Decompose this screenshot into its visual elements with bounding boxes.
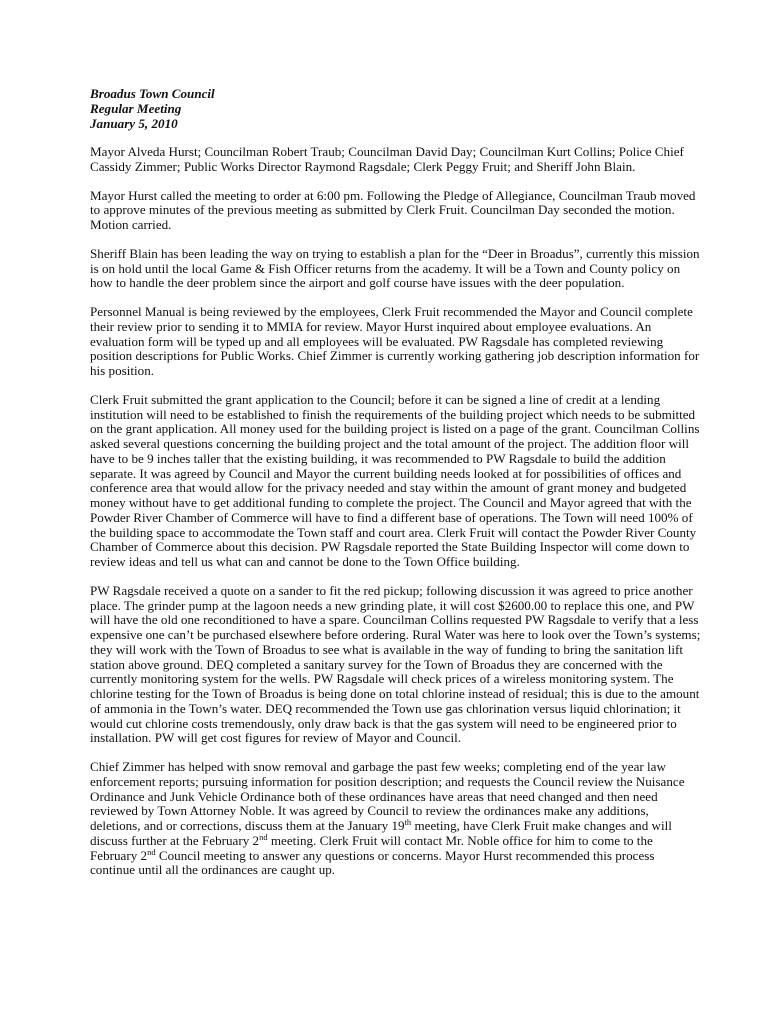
deer-plan-paragraph: Sheriff Blain has been leading the way on trying to establish a plan for the “Deer in Broadus”, currently this mission is on hold until the local Game & Fish Officer returns from the academy. It will be a Town and County policy on how to handle the deer problem since the airport and golf course have issues with the deer population. — [90, 245, 700, 291]
ordinal-suffix: nd — [259, 831, 268, 842]
ordinal-suffix: th — [404, 817, 412, 827]
police-chief-paragraph — [90, 760, 702, 878]
meeting-date: January 5, 2010 — [90, 116, 178, 131]
chief-text-part1: Chief Zimmer has helped with snow removal and garbage the past few weeks; completing end of the year law enforcement reports; pursuing information for position description; and requests the Council review the Nuisance Ordinance and Junk Vehicle Ordinance both of these ordinances have areas that need changed and then need reviewed by Town Attorney Noble. It was agreed by Council to review the ordinances make any additions, deletions, and or corrections, discuss them at the January 19 — [90, 759, 685, 833]
meeting-type: Regular Meeting — [90, 101, 182, 116]
council-name: Broadus Town Council — [90, 86, 215, 101]
ordinal-suffix: nd — [147, 846, 156, 857]
chief-text-part2: meeting, have Clerk Fruit make changes and will discuss further at the February 2 — [90, 818, 672, 848]
document-page — [90, 86, 702, 892]
chief-text-part4: Council meeting to answer any questions or concerns. Mayor Hurst recommended this process continue until all the ordinances are caught up. — [90, 847, 655, 878]
chief-text-part3: meeting. Clerk Fruit will contact Mr. Noble office for him to come to the February 2 — [90, 832, 653, 863]
attendees-paragraph: Mayor Alveda Hurst; Councilman Robert Traub; Councilman David Day; Councilman Kurt Collins; Police Chief Cassidy Zimmer; Public Works Director Raymond Ragsdale; Clerk Peggy Fruit; and Sheriff John Blain. — [90, 144, 684, 174]
public-works-paragraph: PW Ragsdale received a quote on a sander to fit the red pickup; following discussion it was agreed to price another place. The grinder pump at the lagoon needs a new grinding plate, it will cost $2600.00 to replace this one, and PW will have the old one reconditioned to have a spare. Councilman Collins requested PW Ragsdale to verify that a less expensive one can’t be purchased elsewhere before ordering. Rural Water was here to look over the Town’s systems; they will work with the Town of Broadus to see what is available in the way of funding to bring the sanitation lift station above ground. DEQ completed a sanitary survey for the Town of Broadus they are concerned with the currently monitoring system for the wells. PW Ragsdale will check prices of a wireless monitoring system. The chlorine testing for the Town of Broadus is being done on total chlorine instead of residual; this is due to the amount of ammonia in the Town’s water. DEQ recommended the Town use gas chlorination versus liquid chlorination; it would cut chlorine costs tremendously, only draw back is that the gas system will need to be engineered prior to installation. PW will get cost figures for review of Mayor and Council. — [90, 582, 701, 746]
grant-application-paragraph: Clerk Fruit submitted the grant application to the Council; before it can be signed a line of credit at a lending institution will need to be established to finish the requirements of the building project which needs to be submitted on the grant application. All money used for the building project is listed on a page of the grant. Councilman Collins asked several questions concerning the building project and the total amount of the project. The addition floor will have to be 9 inches taller that the existing building, it was recommended to PW Ragsdale to build the addition separate. It was agreed by Council and Mayor the current building needs looked at for possibilities of offices and conference area that would allow for the privacy needed and stay within the amount of grant money and budgeted money without have to get additional funding to complete the project. The Council and Mayor agreed that with the Powder River Chamber of Commerce will have to find a different base of operations. The Town will need 100% of the building space to accommodate the Town staff and court area. Clerk Fruit will contact the Powder River County Chamber of Commerce about this decision. PW Ragsdale reported the State Building Inspector will come down to review ideas and tell us what can and cannot be done to the Town Office building. — [90, 391, 700, 569]
call-to-order-paragraph: Mayor Hurst called the meeting to order at 6:00 pm. Following the Pledge of Allegiance, Councilman Traub moved to approve minutes of the previous meeting as submitted by Clerk Fruit. Councilman Day seconded the motion. Motion carried. — [90, 187, 696, 232]
document-header — [90, 86, 702, 131]
personnel-manual-paragraph: Personnel Manual is being reviewed by the employees, Clerk Fruit recommended the Mayor and Council complete their review prior to sending it to MMIA for review. Mayor Hurst inquired about employee evaluations. An evaluation form will be typed up and all employees will be evaluated. PW Ragsdale has completed reviewing position descriptions for Public Works. Chief Zimmer is currently working gathering job description information for his position. — [90, 304, 700, 378]
